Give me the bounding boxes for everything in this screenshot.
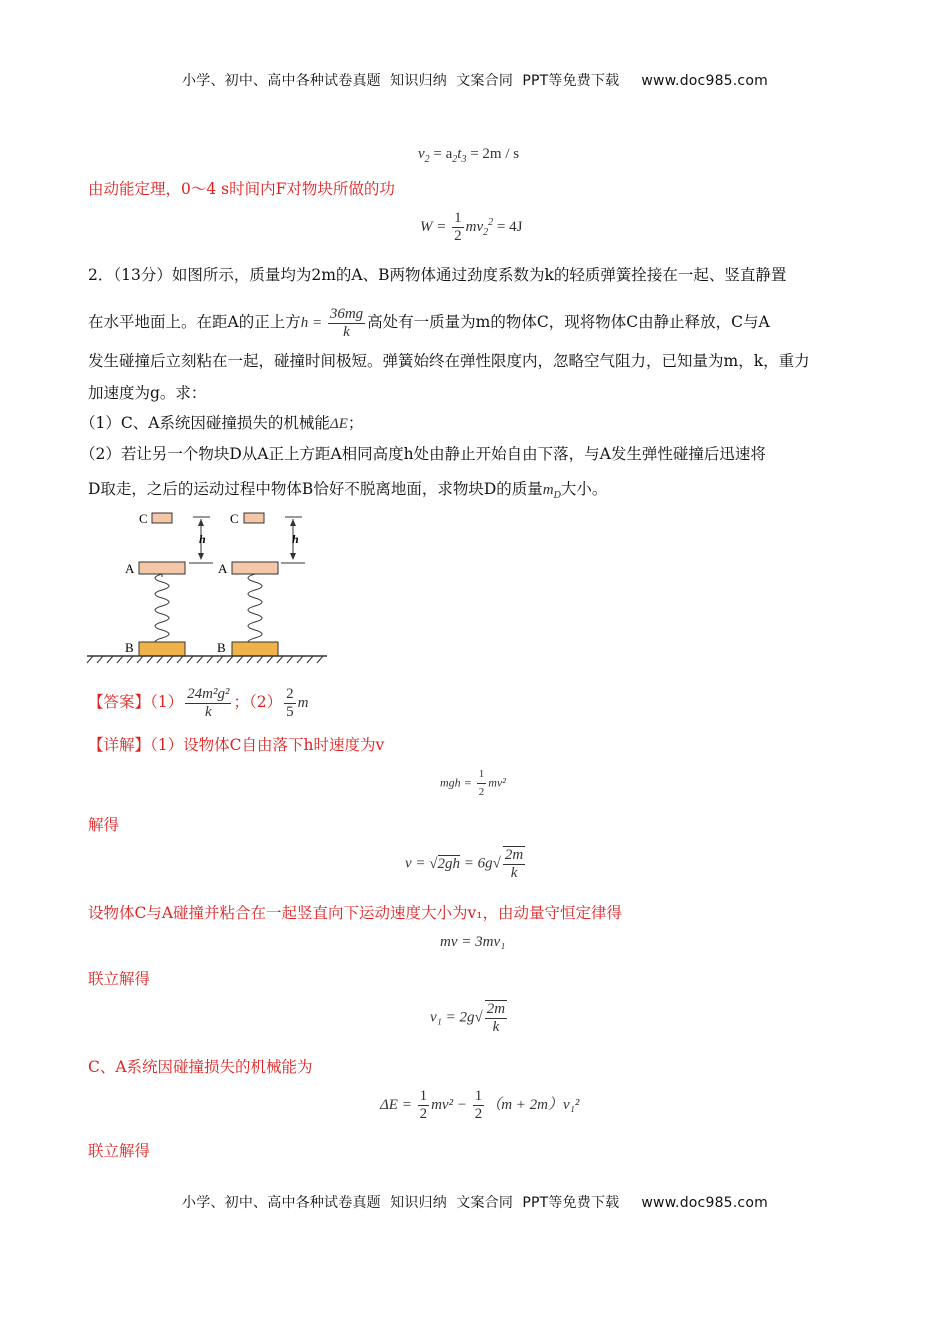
lianli-1: 联立解得 xyxy=(88,970,151,988)
equation-v1: v₁ = 2g√ $\frac{2m}{k}$ xyxy=(430,1001,506,1035)
equation-energy: mgh = $\frac{1}{2}$ mv² xyxy=(440,768,506,798)
spring-left xyxy=(155,574,169,646)
label-c-left: C xyxy=(139,511,148,526)
block-c-right xyxy=(244,513,264,523)
question-part-2-line-1: （2）若让另一个物块D从A正上方距A相同高度h处由静止开始自由下落，与A发生弹性碰撞后迅速将 xyxy=(80,445,766,463)
page-header xyxy=(0,70,950,90)
label-a-right: A xyxy=(218,561,228,576)
left-assembly xyxy=(125,511,213,656)
label-h-left: h xyxy=(199,532,206,546)
header-title: 小学、初中、高中各种试卷真题 知识归纳 文案合同 PPT等免费下载 xyxy=(182,73,620,89)
footer-url[interactable]: www.doc985.com xyxy=(641,1195,768,1211)
spring-right xyxy=(248,574,262,646)
question-part-2-line-2: D取走，之后的运动过程中物体B恰好不脱离地面，求物块D的质量$m_D$大小。 xyxy=(88,480,608,501)
block-b-left xyxy=(139,642,185,656)
block-b-right xyxy=(232,642,278,656)
detail-line-1: 【详解】（1）设物体C自由落下h时速度为v xyxy=(88,736,385,754)
label-c-right: C xyxy=(230,511,239,526)
block-c-left xyxy=(152,513,172,523)
answer-tag: 【答案】 xyxy=(88,692,151,711)
spring-figure xyxy=(85,505,335,665)
lianli-2: 联立解得 xyxy=(88,1142,151,1160)
detail-line-3: C、A系统因碰撞损失的机械能为 xyxy=(88,1058,313,1076)
label-b-right: B xyxy=(217,640,226,655)
question-part-1: （1）C、A系统因碰撞损失的机械能ΔE； xyxy=(80,414,364,432)
ground-hatch xyxy=(87,656,323,663)
equation-delta-e: ΔE = $\frac{1}{2}$ mv² − $\frac{1}{2}$ （m + 2m）v₁² xyxy=(380,1088,580,1122)
equation-v: v = √2gh = 6g√ $\frac{2m}{k}$ xyxy=(405,847,524,881)
block-a-right xyxy=(232,562,278,574)
question-line-3: 发生碰撞后立刻粘在一起，碰撞时间极短。弹簧始终在弹性限度内，忽略空气阻力，已知量为m，k，重力 xyxy=(88,352,810,370)
question-line-1: 2．（13分）如图所示，质量均为2m的A、B两物体通过劲度系数为k的轻质弹簧拴接在一起、竖直静置 xyxy=(88,266,787,284)
label-h-right: h xyxy=(292,532,299,546)
equation-work: W = $\frac{1}{2}$ $mv_2^2 = 4J$ xyxy=(420,210,523,244)
block-a-left xyxy=(139,562,185,574)
question-line-2: 在水平地面上。在距A的正上方h = $\frac{36mg}{k}$ 高处有一质量为m的物体C，现将物体C由静止释放，C与A xyxy=(88,306,770,340)
jiede-1: 解得 xyxy=(88,816,120,834)
work-theorem-line: 由动能定理，0～4 s时间内F对物块所做的功 xyxy=(88,180,395,198)
right-assembly xyxy=(217,511,305,656)
header-url[interactable]: www.doc985.com xyxy=(641,73,768,89)
question-line-4: 加速度为g。求： xyxy=(88,384,207,402)
answer-line: 【答案】（1） $\frac{\text{24m²g²}}{k}$ ；（2） $\frac{2}{5}$ m xyxy=(88,686,309,720)
detail-tag: 【详解】 xyxy=(88,736,151,754)
footer-title: 小学、初中、高中各种试卷真题 知识归纳 文案合同 PPT等免费下载 xyxy=(182,1195,620,1211)
detail-line-2: 设物体C与A碰撞并粘合在一起竖直向下运动速度大小为v₁，由动量守恒定律得 xyxy=(88,904,623,922)
label-b-left: B xyxy=(125,640,134,655)
page-footer xyxy=(0,1192,950,1212)
equation-v2: $v_2 = a_2t_3 = 2m / s$ xyxy=(418,146,520,165)
label-a-left: A xyxy=(125,561,135,576)
equation-momentum: mv = 3mv₁ xyxy=(440,934,506,950)
